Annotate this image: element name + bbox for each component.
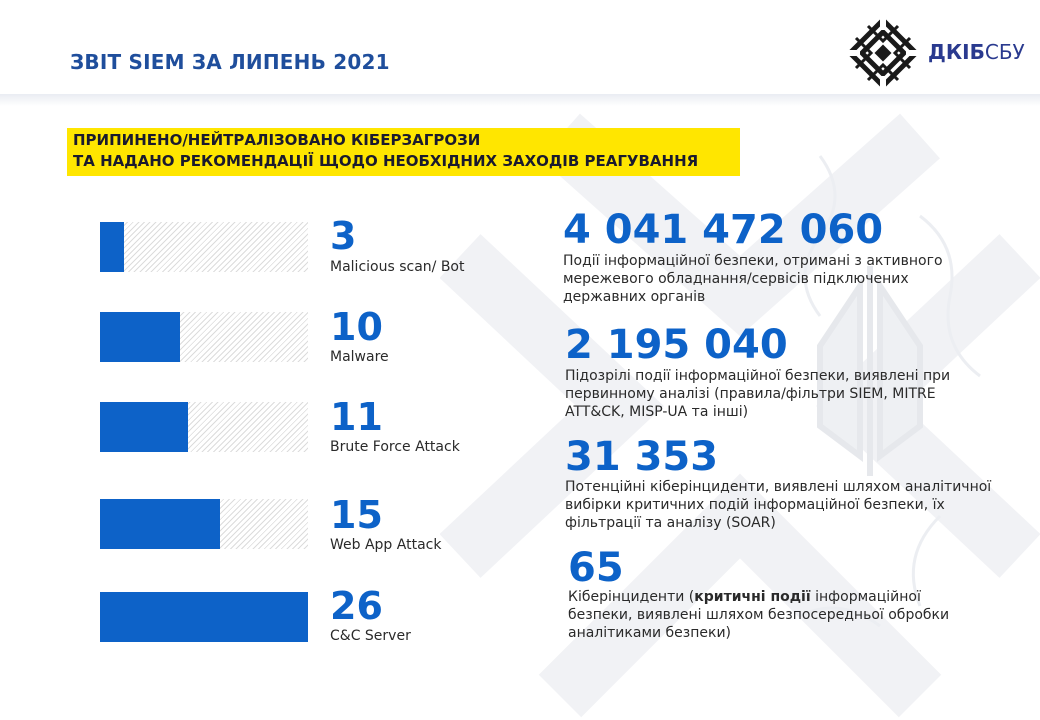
bar-track [100, 312, 308, 362]
bar-label: Brute Force Attack [330, 439, 460, 455]
bar-label: Malware [330, 349, 389, 365]
bar-value: 3 [330, 214, 357, 258]
stat-desc-events: Події інформаційної безпеки, отримані з активного мережевого обладнання/сервісів підключених державних органів [563, 253, 943, 305]
stat-desc-post: інформаційної безпеки, виявлені шляхом безпосередньої обробки аналітиками безпеки) [568, 589, 950, 641]
logo-text-bold: ДКІБ [928, 40, 985, 64]
bar-track [100, 402, 308, 452]
bar-malware [100, 312, 180, 362]
stat-value-potential-incidents: 31 353 [565, 434, 719, 480]
bar-brute-force [100, 402, 188, 452]
bar-value: 10 [330, 305, 383, 349]
bar-value: 11 [330, 395, 383, 439]
stat-value-events: 4 041 472 060 [563, 207, 884, 253]
bar-web-app-attack [100, 499, 220, 549]
bar-value: 15 [330, 493, 383, 537]
bar-track [100, 499, 308, 549]
dkib-sbu-logo-icon [846, 16, 920, 90]
stat-desc-pre: Кіберінциденти ( [568, 589, 695, 605]
bar-value: 26 [330, 584, 383, 628]
stat-value-incidents: 65 [568, 545, 624, 591]
logo-text-light: СБУ [984, 40, 1025, 64]
bar-label: C&C Server [330, 628, 411, 644]
stat-desc-potential-incidents: Потенційні кіберінциденти, виявлені шляхом аналітичної вибірки критичних подій інформаційної безпеки, їх фільтрації та аналізу (SOAR) [565, 479, 992, 531]
bar-track [100, 222, 308, 272]
logo-text [928, 40, 1025, 64]
bar-cc-server [100, 592, 308, 642]
bar-label: Web App Attack [330, 537, 442, 553]
bar-label: Malicious scan/ Bot [330, 259, 465, 275]
bar-track [100, 592, 308, 642]
page-title: ЗВІТ SIEM ЗА ЛИПЕНЬ 2021 [70, 50, 390, 74]
stat-value-suspicious: 2 195 040 [565, 322, 788, 368]
stat-desc-suspicious: Підозрілі події інформаційної безпеки, виявлені при первинному аналізі (правила/фільтри SIEM, MITRE ATT&CK, MISP-UA та інші) [565, 368, 951, 420]
banner-line-1: ПРИПИНЕНО/НЕЙТРАЛІЗОВАНО КІБЕРЗАГРОЗИ [73, 131, 481, 149]
stat-desc-incidents [568, 588, 988, 642]
stat-desc-bold: критичні події [694, 589, 811, 605]
banner-line-2: ТА НАДАНО РЕКОМЕНДАЦІЇ ЩОДО НЕОБХІДНИХ ЗАХОДІВ РЕАГУВАННЯ [73, 152, 699, 170]
bar-malicious-scan [100, 222, 124, 272]
